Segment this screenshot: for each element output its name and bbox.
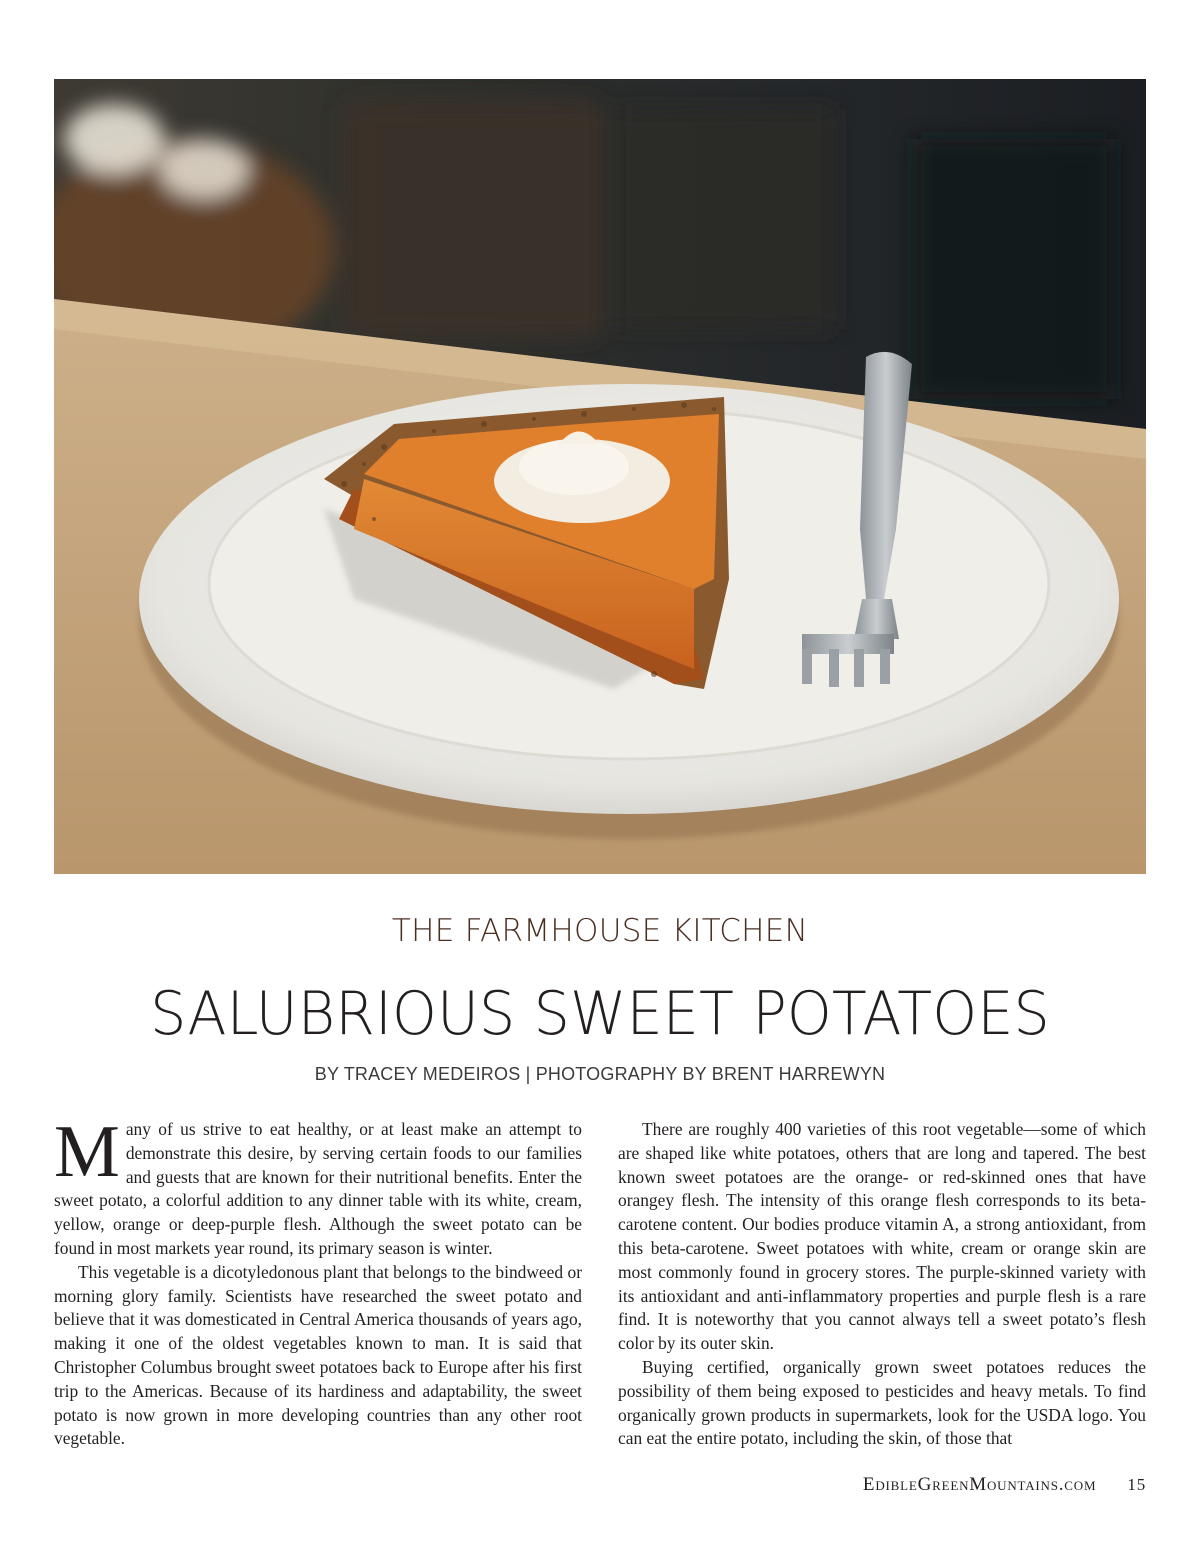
section-kicker: THE FARMHOUSE KITCHEN bbox=[391, 913, 809, 949]
paragraph-1-text: any of us strive to eat healthy, or at least make an attempt to demonstrate this desire, by serving certain foods to our families and guests that are known for their nutritional benefits. Enter the sweet potato, a colorful addition to any dinner table with its white, cream, yellow, orange or deep-purple flesh. Although the sweet potato can be found in most markets year round, its primary season is winter. bbox=[54, 1119, 582, 1258]
article-column-left bbox=[54, 1111, 582, 1451]
article-paragraph-1 bbox=[54, 1111, 582, 1261]
byline: BY TRACEY MEDEIROS | PHOTOGRAPHY BY BRENT HARREWYN bbox=[314, 1064, 886, 1084]
pie-illustration bbox=[54, 79, 1146, 874]
article-paragraph-2: This vegetable is a dicotyledonous plant that belongs to the bindweed or morning glory family. Scientists have researched the sweet potato and believe that it was domesticated in Central America thousands of years ago, making it one of the oldest vegetables known to man. It is said that Christopher Columbus brought sweet potatoes back to Europe after his first trip to the Americas. Because of its hardiness and adaptability, the sweet potato is now grown in more developing countries than any other root vegetable. bbox=[54, 1261, 582, 1449]
hero-photo-sweet-potato-pie bbox=[54, 79, 1146, 874]
article-paragraph-4: Buying certified, organically grown sweet potatoes reduces the possibility of them being exposed to pesticides and heavy metals. To find organically grown products in supermarkets, look for the USDA logo. You can eat the entire potato, including the skin, of those that bbox=[618, 1356, 1146, 1449]
drop-cap: M bbox=[54, 1111, 120, 1193]
page-number: 15 bbox=[1127, 1475, 1146, 1494]
article-title: SALUBRIOUS SWEET POTATOES bbox=[150, 979, 1050, 1049]
footer-website: EdibleGreenMountains.com bbox=[862, 1474, 1097, 1495]
article-column-right bbox=[618, 1118, 1146, 1451]
page-footer bbox=[863, 1474, 1146, 1496]
article-paragraph-3: There are roughly 400 varieties of this root vegetable—some of which are shaped like white potatoes, others that are long and tapered. The best known sweet potatoes are the orange- or red-skinned ones that have orangey flesh. The intensity of this orange flesh corresponds to its beta-carotene content. Our bodies produce vitamin A, a strong antioxidant, from this beta-carotene. Sweet potatoes with white, cream or orange skin are most commonly found in grocery stores. The purple-skinned variety with its antioxidant and anti-inflammatory properties and purple flesh is a rare find. It is noteworthy that you cannot always tell a sweet potato’s flesh color by its outer skin. bbox=[618, 1119, 1146, 1354]
